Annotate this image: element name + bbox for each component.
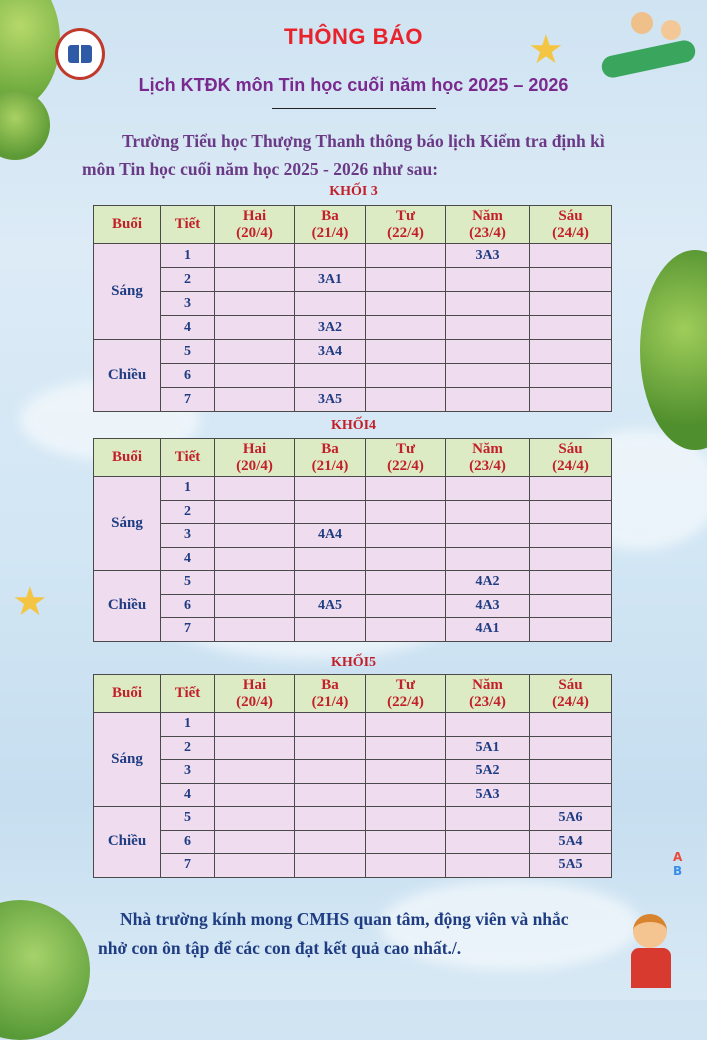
closing-paragraph <box>98 905 658 963</box>
period-number: 4 <box>161 783 215 807</box>
day-name: Hai <box>242 440 267 457</box>
class-cell <box>366 388 446 412</box>
table-row <box>94 316 612 340</box>
column-header-day <box>295 206 366 244</box>
class-cell <box>530 713 612 737</box>
class-cell: 5A3 <box>446 783 530 807</box>
day-name: Năm <box>472 207 503 224</box>
class-cell <box>530 244 612 268</box>
day-date: (21/4) <box>311 224 349 241</box>
day-name: Năm <box>472 676 503 693</box>
period-number: 2 <box>161 268 215 292</box>
day-name: Tư <box>395 440 415 457</box>
class-cell <box>295 807 366 831</box>
class-cell <box>366 618 446 642</box>
class-cell <box>530 783 612 807</box>
day-date: (24/4) <box>552 224 589 241</box>
class-cell <box>530 594 612 618</box>
table-row <box>94 364 612 388</box>
session-afternoon: Chiều <box>94 571 161 642</box>
class-cell <box>215 524 295 548</box>
column-header-day <box>366 206 446 244</box>
session-morning: Sáng <box>94 244 161 340</box>
period-number: 4 <box>161 316 215 340</box>
period-number: 6 <box>161 594 215 618</box>
day-name: Ba <box>321 207 339 224</box>
class-cell: 3A2 <box>295 316 366 340</box>
class-cell <box>215 830 295 854</box>
day-date: (22/4) <box>387 457 424 474</box>
class-cell: 5A2 <box>446 760 530 784</box>
class-cell <box>446 547 530 571</box>
intro-line: môn Tin học cuối năm học 2025 - 2026 như sau: <box>82 159 439 179</box>
day-name: Tư <box>395 207 415 224</box>
class-cell <box>366 477 446 501</box>
column-header-session: Buổi <box>94 206 161 244</box>
table-row <box>94 268 612 292</box>
table-row <box>94 244 612 268</box>
class-cell <box>215 736 295 760</box>
day-name: Năm <box>472 440 503 457</box>
class-cell: 3A5 <box>295 388 366 412</box>
class-cell <box>215 547 295 571</box>
period-number: 3 <box>161 292 215 316</box>
table-row <box>94 618 612 642</box>
period-number: 7 <box>161 618 215 642</box>
session-afternoon: Chiều <box>94 340 161 412</box>
class-cell <box>366 268 446 292</box>
class-cell <box>366 340 446 364</box>
class-cell <box>530 477 612 501</box>
class-cell <box>366 571 446 595</box>
day-date: (20/4) <box>236 693 273 710</box>
class-cell <box>446 713 530 737</box>
class-cell <box>530 340 612 364</box>
period-number: 7 <box>161 388 215 412</box>
class-cell <box>295 500 366 524</box>
class-cell <box>446 807 530 831</box>
page-title: THÔNG BÁO <box>284 24 423 49</box>
class-cell <box>215 340 295 364</box>
intro-paragraph <box>82 127 682 183</box>
class-cell <box>366 500 446 524</box>
class-cell <box>215 571 295 595</box>
grade-title: KHỐI5 <box>330 655 377 670</box>
period-number: 2 <box>161 500 215 524</box>
day-date: (23/4) <box>469 693 506 710</box>
class-cell <box>295 783 366 807</box>
class-cell <box>366 364 446 388</box>
closing-line: Nhà trường kính mong CMHS quan tâm, động viên và nhắc <box>120 909 569 929</box>
class-cell <box>366 783 446 807</box>
class-cell <box>530 736 612 760</box>
class-cell <box>530 618 612 642</box>
period-number: 3 <box>161 524 215 548</box>
period-number: 1 <box>161 713 215 737</box>
class-cell <box>446 854 530 878</box>
class-cell: 4A3 <box>446 594 530 618</box>
column-header-day <box>215 439 295 477</box>
class-cell <box>215 807 295 831</box>
day-date: (20/4) <box>236 224 273 241</box>
schedule-table <box>93 438 612 642</box>
star-icon: ★ <box>528 27 564 73</box>
class-cell <box>446 268 530 292</box>
class-cell <box>215 477 295 501</box>
class-cell <box>366 760 446 784</box>
schedule-table <box>93 674 612 878</box>
column-header-day <box>295 439 366 477</box>
class-cell <box>366 524 446 548</box>
class-cell <box>366 547 446 571</box>
day-name: Sáu <box>558 676 583 693</box>
class-cell <box>295 477 366 501</box>
title-divider <box>272 108 436 109</box>
day-date: (22/4) <box>387 224 424 241</box>
table-row <box>94 713 612 737</box>
column-header-session: Buổi <box>94 675 161 713</box>
class-cell <box>295 854 366 878</box>
day-date: (21/4) <box>311 693 349 710</box>
class-cell <box>530 364 612 388</box>
class-cell <box>295 830 366 854</box>
class-cell <box>530 524 612 548</box>
class-cell <box>215 760 295 784</box>
class-cell <box>530 292 612 316</box>
table-row <box>94 830 612 854</box>
table-row <box>94 807 612 831</box>
day-date: (20/4) <box>236 457 273 474</box>
tree-icon <box>0 90 50 160</box>
period-number: 6 <box>161 830 215 854</box>
period-number: 1 <box>161 244 215 268</box>
column-header-period: Tiết <box>161 675 215 713</box>
day-date: (22/4) <box>387 693 424 710</box>
column-header-day <box>215 206 295 244</box>
tree-icon <box>0 900 90 1040</box>
class-cell <box>215 783 295 807</box>
day-date: (24/4) <box>552 693 589 710</box>
period-number: 6 <box>161 364 215 388</box>
period-number: 5 <box>161 807 215 831</box>
class-cell <box>530 760 612 784</box>
column-header-day <box>530 206 612 244</box>
class-cell <box>295 736 366 760</box>
class-cell <box>446 524 530 548</box>
class-cell <box>446 292 530 316</box>
column-header-day <box>366 439 446 477</box>
class-cell <box>530 316 612 340</box>
class-cell <box>366 807 446 831</box>
alphabet-blocks-icon: A B <box>673 850 683 878</box>
class-cell: 5A4 <box>530 830 612 854</box>
day-name: Hai <box>242 207 267 224</box>
column-header-day <box>446 675 530 713</box>
period-number: 7 <box>161 854 215 878</box>
class-cell <box>530 500 612 524</box>
star-icon: ★ <box>12 579 48 625</box>
class-cell: 5A6 <box>530 807 612 831</box>
class-cell <box>215 500 295 524</box>
class-cell <box>366 713 446 737</box>
day-name: Hai <box>242 676 267 693</box>
class-cell: 4A1 <box>446 618 530 642</box>
class-cell <box>446 364 530 388</box>
class-cell: 3A4 <box>295 340 366 364</box>
class-cell <box>446 340 530 364</box>
table-row <box>94 736 612 760</box>
page-subtitle: Lịch KTĐK môn Tin học cuối năm học 2025 – 2026 <box>138 75 569 95</box>
class-cell: 3A1 <box>295 268 366 292</box>
day-date: (21/4) <box>311 457 349 474</box>
class-cell <box>295 244 366 268</box>
column-header-period: Tiết <box>161 439 215 477</box>
session-afternoon: Chiều <box>94 807 161 878</box>
class-cell <box>366 594 446 618</box>
class-cell <box>446 477 530 501</box>
column-header-day <box>446 439 530 477</box>
class-cell <box>366 854 446 878</box>
table-row <box>94 292 612 316</box>
day-name: Ba <box>321 676 339 693</box>
class-cell <box>215 594 295 618</box>
day-name: Ba <box>321 440 339 457</box>
class-cell <box>215 244 295 268</box>
class-cell <box>366 316 446 340</box>
class-cell <box>295 547 366 571</box>
column-header-day <box>530 675 612 713</box>
class-cell <box>366 244 446 268</box>
table-row <box>94 571 612 595</box>
class-cell <box>215 388 295 412</box>
class-cell <box>215 268 295 292</box>
day-date: (23/4) <box>469 457 506 474</box>
schedule-table <box>93 205 612 412</box>
column-header-period: Tiết <box>161 206 215 244</box>
table-row <box>94 388 612 412</box>
class-cell <box>366 736 446 760</box>
day-name: Sáu <box>558 207 583 224</box>
class-cell <box>215 713 295 737</box>
class-cell <box>215 292 295 316</box>
class-cell <box>295 713 366 737</box>
class-cell <box>446 830 530 854</box>
class-cell: 4A2 <box>446 571 530 595</box>
column-header-session: Buổi <box>94 439 161 477</box>
class-cell: 5A1 <box>446 736 530 760</box>
class-cell <box>366 292 446 316</box>
class-cell <box>530 388 612 412</box>
day-name: Tư <box>395 676 415 693</box>
grade-title: KHỐI4 <box>330 418 377 433</box>
class-cell <box>295 618 366 642</box>
class-cell <box>530 571 612 595</box>
class-cell <box>366 830 446 854</box>
period-number: 1 <box>161 477 215 501</box>
table-row <box>94 783 612 807</box>
table-row <box>94 500 612 524</box>
class-cell: 5A5 <box>530 854 612 878</box>
column-header-day <box>446 206 530 244</box>
class-cell <box>215 364 295 388</box>
class-cell: 3A3 <box>446 244 530 268</box>
class-cell <box>295 292 366 316</box>
closing-line: nhở con ôn tập để các con đạt kết quả cao nhất./. <box>98 938 462 958</box>
period-number: 5 <box>161 340 215 364</box>
table-row <box>94 524 612 548</box>
class-cell <box>530 268 612 292</box>
class-cell <box>215 316 295 340</box>
class-cell <box>446 316 530 340</box>
class-cell <box>530 547 612 571</box>
table-row <box>94 340 612 364</box>
period-number: 2 <box>161 736 215 760</box>
period-number: 4 <box>161 547 215 571</box>
table-row <box>94 760 612 784</box>
table-row <box>94 594 612 618</box>
class-cell <box>446 388 530 412</box>
column-header-day <box>295 675 366 713</box>
period-number: 5 <box>161 571 215 595</box>
session-morning: Sáng <box>94 477 161 571</box>
column-header-day <box>215 675 295 713</box>
session-morning: Sáng <box>94 713 161 807</box>
column-header-day <box>366 675 446 713</box>
table-row <box>94 547 612 571</box>
class-cell <box>446 500 530 524</box>
class-cell <box>215 618 295 642</box>
intro-line: Trường Tiểu học Thượng Thanh thông báo lịch Kiểm tra định kì <box>122 131 605 151</box>
class-cell <box>295 364 366 388</box>
class-cell <box>295 760 366 784</box>
day-date: (24/4) <box>552 457 589 474</box>
day-name: Sáu <box>558 440 583 457</box>
period-number: 3 <box>161 760 215 784</box>
day-date: (23/4) <box>469 224 506 241</box>
table-row <box>94 477 612 501</box>
class-cell <box>215 854 295 878</box>
class-cell: 4A4 <box>295 524 366 548</box>
table-row <box>94 854 612 878</box>
class-cell: 4A5 <box>295 594 366 618</box>
class-cell <box>295 571 366 595</box>
grade-title: KHỐI 3 <box>329 184 378 199</box>
column-header-day <box>530 439 612 477</box>
